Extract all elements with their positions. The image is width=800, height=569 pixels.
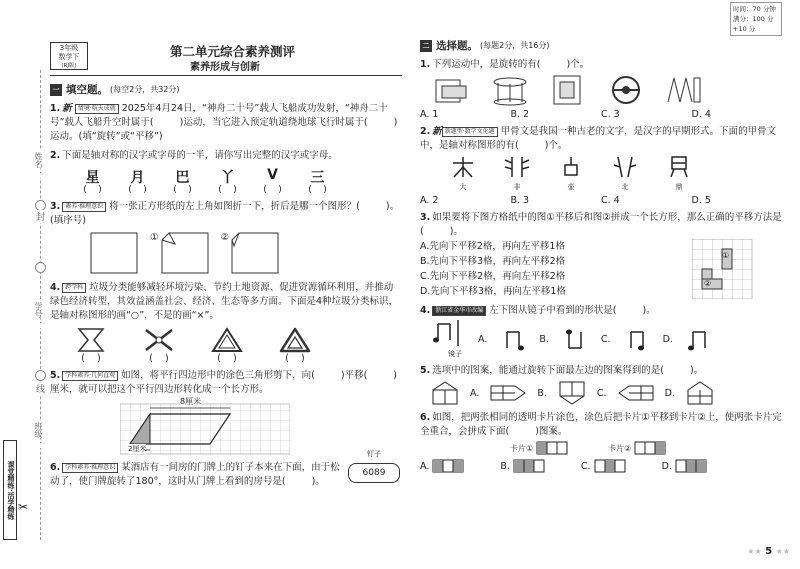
choice-6-options (420, 459, 782, 473)
oracle-char-label: 鼎 (675, 183, 683, 191)
oracle-bei-icon (610, 155, 640, 179)
glyph-item (205, 167, 250, 195)
q-text: 选项中的图案，能通过旋转下面最左边的图案得到的是( (432, 365, 664, 376)
option-a[interactable]: A. (478, 334, 488, 345)
shape-1-label: ① (722, 251, 730, 260)
pattern-option-c-icon (617, 380, 655, 406)
option-d[interactable]: D. (661, 460, 672, 472)
q-number: 3. (420, 212, 431, 223)
card-1 (510, 441, 568, 455)
q-text: )运动，当它进入预定轨道绕地球飞行时属于( (179, 117, 368, 128)
question-1 (50, 102, 402, 144)
q-tag: 学科素养·推理意识 (62, 463, 118, 473)
note-option-d-icon (687, 328, 711, 352)
drawer-icon (432, 74, 472, 106)
option-b[interactable]: B. (537, 387, 547, 399)
q-tag: 素养·推理意识 (62, 202, 106, 212)
page-subtitle: 素养形成与创新 (190, 62, 260, 73)
section-title: 选择题。 (436, 40, 478, 52)
q-number: 1. (50, 103, 61, 114)
card-1-figure (536, 441, 568, 455)
half-glyph: 丫 (220, 170, 235, 186)
answer-blank[interactable]: ( ) (218, 185, 237, 195)
question-6 (50, 450, 402, 489)
new-badge-icon: 新 (432, 126, 442, 137)
half-glyph: 三 (310, 170, 325, 186)
oracle-fei-icon (502, 155, 532, 179)
elevator-icon (548, 74, 588, 106)
options (420, 109, 782, 120)
q-text: 左下图从镜子中看到的形状是( (489, 305, 617, 316)
option-d[interactable]: D. (662, 334, 673, 345)
q-number: 1. (420, 59, 431, 70)
triangle-loop-sign-icon (278, 327, 312, 353)
option-item (420, 459, 464, 473)
oracle-char-label: 大 (459, 183, 467, 191)
subject: 数学下 (58, 53, 80, 61)
glyph-item (70, 167, 115, 195)
choice-6 (420, 411, 782, 439)
section-fill-blank (50, 82, 402, 97)
motion-pictures (420, 74, 782, 106)
q-tag: 跨学科 (62, 283, 86, 293)
nail-label: 钉子 (367, 450, 381, 458)
tile-option-a-icon (432, 459, 464, 473)
id-label: 学号： (34, 302, 43, 326)
q-text: )运动。(填“旋转”或“平移”) (50, 117, 398, 142)
oracle-ding-icon (664, 155, 694, 179)
option-d[interactable]: D. 5 (691, 195, 711, 206)
pattern-option-d-icon (685, 380, 715, 406)
q-text: 某酒店有一间房的门牌上的钉子本来在下面，由于松动了，使门牌旋转了180°，这时从门牌上看到的房号是( (50, 462, 340, 487)
page-title: 第二单元综合素养测评 (170, 44, 296, 59)
q-number: 3. (50, 201, 61, 212)
q-text: )个。 (566, 59, 590, 70)
answer-blank[interactable]: ( ) (149, 353, 169, 364)
tile-option-b-icon (513, 459, 545, 473)
time-limit: 时间：70 分钟 (733, 5, 776, 13)
option-d[interactable]: D. (664, 387, 675, 399)
note-option-c-icon (625, 328, 649, 352)
card-2 (608, 441, 666, 455)
line-char: 线 (34, 384, 44, 393)
class-label: 班级： (34, 422, 43, 446)
sign-item (70, 327, 112, 364)
q-number: 4. (50, 282, 61, 293)
q-text: )。 (689, 365, 704, 376)
fold-figures (50, 232, 402, 276)
oracle-item (556, 155, 586, 192)
q-text: 如图，把两张相同的透明卡片涂色，涂色后把卡片①平移到卡片②上，使两张卡片完全重合，会拼成下面( (420, 412, 782, 437)
full-score: 满分：100 分 +10 分 (733, 15, 774, 33)
music-note-icon (430, 320, 464, 346)
parallelogram-grid (120, 397, 290, 456)
q-text: 2025年4月24日，“神舟二十号”载人飞船成功发射，“神舟二十号”载人飞船升空时属于( (50, 103, 388, 128)
choice-4 (420, 304, 782, 318)
option-b[interactable]: B. 3 (510, 195, 530, 206)
q-text: 甲骨文是我国一种古老的文字，是汉字的早期形式。下面的甲骨文中，是轴对称图形的有( (420, 126, 777, 151)
folded-figure-2 (231, 232, 281, 276)
recycle-sign-icon (210, 327, 244, 353)
option-b[interactable]: B.先向下平移3格，再向左平移2格 (420, 256, 566, 267)
page-number-value: 5 (765, 546, 773, 557)
choice-3-options (420, 239, 692, 299)
q-text: )厘米，就可以把这个平行四边形转化成一个长方形。 (50, 370, 398, 395)
option-a[interactable]: A.先向下平移2格，再向左平移1格 (420, 241, 565, 252)
oracle-chars (420, 155, 782, 192)
q-text: )图案。 (535, 426, 568, 437)
original-note (430, 320, 464, 359)
option-c[interactable]: C. 4 (601, 195, 620, 206)
oracle-item (448, 155, 478, 192)
q-tag: 新题型·数学文化题 (442, 127, 498, 137)
q-number: 6. (420, 412, 431, 423)
folding-door-icon (664, 74, 704, 106)
card-2-figure (634, 441, 666, 455)
mirror-figures (420, 320, 782, 359)
half-glyph: 巴 (175, 170, 190, 186)
answer-blank[interactable]: ( ) (285, 353, 305, 364)
section-note: (每空2分，共32分) (110, 85, 180, 94)
answer-blank[interactable]: ( ) (308, 185, 327, 195)
glyph-item (250, 167, 295, 195)
answer-blank[interactable]: ( ) (173, 185, 192, 195)
binding-strip (0, 0, 50, 569)
pattern-option-b-icon (557, 380, 587, 406)
tile-option-c-icon (594, 459, 626, 473)
glyph-item (115, 167, 160, 195)
half-glyph: V (267, 167, 278, 183)
glyph-item (160, 167, 205, 195)
decor-stars: ★★ (775, 547, 790, 556)
q-number: 2. (50, 150, 61, 161)
q-number: 4. (420, 305, 431, 316)
left-column (50, 40, 402, 489)
time-score-box (730, 2, 782, 36)
brand-stamp: 课堂精练·活学精练 (3, 440, 17, 540)
oracle-char-label: 非 (513, 183, 521, 191)
right-column (420, 5, 782, 473)
sign-item (138, 327, 180, 364)
answer-blank[interactable]: ( ) (263, 185, 282, 195)
door-plate (348, 447, 400, 483)
cards-row (420, 441, 782, 455)
option-item (581, 459, 626, 473)
oracle-item (610, 155, 640, 192)
choice-3 (420, 211, 782, 239)
option-a[interactable]: A. (470, 387, 480, 399)
oracle-char-label: 壶 (567, 183, 575, 191)
seal-circle (35, 262, 46, 273)
shape-2-label: ② (704, 279, 712, 288)
option-a[interactable]: A. (420, 460, 430, 472)
header (50, 40, 402, 76)
tile-option-d-icon (675, 459, 707, 473)
card-2-label: 卡片② (608, 443, 632, 453)
option-c[interactable]: C. 3 (601, 109, 620, 120)
q-tag: 学科素养·几何直观 (62, 371, 118, 381)
oracle-da-icon (448, 155, 478, 179)
answer-blank[interactable]: ( ) (217, 353, 237, 364)
option-item (500, 459, 545, 473)
oracle-hu-icon (556, 155, 586, 179)
mirror-label: 镜子 (448, 350, 462, 358)
q-number: 5. (50, 370, 61, 381)
option-c[interactable]: C. (600, 334, 611, 345)
q-text: 下面是轴对称的汉字或字母的一半，请你写出完整的汉字或字母。 (62, 150, 338, 161)
pattern-option-a-icon (489, 380, 527, 406)
section-note: (每题2分，共16分) (480, 41, 550, 50)
hourglass-sign-icon (74, 327, 108, 353)
options (420, 195, 782, 206)
section-number: 二 (420, 40, 432, 52)
q-text: 垃圾分类能够减轻环境污染、节约土地资源、促进资源循环利用，并推动绿色经济转型，其效益涵盖社会、经济、生态等多方面。下面是4种垃圾分类标识，是轴对称图形的画“○”，不是的画“×”。 (50, 282, 399, 321)
q-text: )。(填序号) (50, 201, 400, 226)
new-badge-icon: 新 (62, 103, 72, 114)
option-a[interactable]: A. 1 (420, 109, 439, 120)
option-c[interactable]: C. (580, 460, 591, 472)
oracle-item (664, 155, 694, 192)
q-text: )。 (311, 476, 325, 487)
q-text: )平移( (340, 370, 368, 381)
q-text: 将一张正方形纸的左上角如图折一下，折后是哪一个图形？( (109, 201, 360, 212)
option-d[interactable]: D. 4 (691, 109, 711, 120)
answer-blank[interactable]: ( ) (128, 185, 147, 195)
q-text: )。 (449, 226, 463, 237)
choice-5 (420, 364, 782, 378)
q-text: 如图，将平行四边形中的涂色三角形剪下，向( (121, 370, 315, 381)
fold-label-1: ① (150, 232, 159, 243)
sign-item (274, 327, 316, 364)
q-number: 6. (50, 462, 61, 473)
grid-figure (692, 239, 762, 299)
option-item (662, 459, 707, 473)
square-paper-figure (90, 232, 140, 276)
option-b[interactable]: B. (500, 460, 510, 472)
page-number (747, 546, 790, 557)
fold-label-2: ② (220, 232, 230, 243)
q-text: )。 (642, 305, 656, 316)
answer-blank[interactable]: ( ) (83, 185, 102, 195)
section-title: 填空题。 (66, 84, 108, 96)
answer-blank[interactable]: ( ) (81, 353, 101, 364)
choice-3-body (420, 239, 782, 299)
name-label: 姓名： (34, 152, 43, 176)
option-c[interactable]: C. (596, 387, 607, 399)
glyph-item (295, 167, 340, 195)
card-1-label: 卡片① (510, 443, 534, 453)
question-3 (50, 200, 402, 228)
q-text: 下列运动中，是旋转的有( (432, 59, 541, 70)
rotation-figures (420, 380, 782, 406)
section-choice (420, 38, 782, 53)
merry-go-round-icon (490, 74, 530, 106)
seal-circle (35, 370, 46, 381)
option-a[interactable]: A. 2 (420, 195, 439, 206)
steering-wheel-icon (606, 74, 646, 106)
grid-paper (692, 239, 762, 299)
note-option-a-icon (501, 328, 525, 352)
option-b[interactable]: B. 2 (510, 109, 530, 120)
note-option-b-icon (563, 328, 587, 352)
question-2 (50, 149, 402, 163)
choice-2 (420, 125, 782, 153)
folded-figure-1 (161, 232, 211, 276)
sign-item (206, 327, 248, 364)
q-text: 如果要将下图方格纸中的图①平移后和图②拼成一个长方形，那么正确的平移方法是( (420, 212, 782, 237)
q-tag: 浙江省金华市改编 (432, 306, 486, 316)
option-d[interactable]: D.先向下平移3格，再向左平移1格 (420, 286, 566, 297)
house-pattern-icon (430, 380, 460, 406)
scissors-icon: ✂ (18, 500, 29, 514)
q-number: 5. (420, 365, 431, 376)
room-number: 6089 (348, 463, 400, 483)
dimension-label-bottom: 2厘米 (128, 445, 147, 453)
oracle-item (502, 155, 532, 192)
dimension-label-top: 8厘米 (180, 397, 202, 406)
question-5 (50, 369, 402, 397)
grade: 3年级 (59, 44, 79, 52)
recycle-signs (50, 327, 402, 364)
option-b[interactable]: B. (539, 334, 549, 345)
edition: (RJ版) (61, 63, 77, 69)
half-glyph: 月 (130, 170, 145, 186)
seal-char: 封 (34, 212, 44, 221)
q-number: 2. (420, 126, 431, 137)
grade-box (50, 42, 88, 70)
half-glyph-row (50, 167, 402, 195)
q-text: )个。 (544, 140, 568, 151)
question-4 (50, 281, 402, 323)
section-number: 一 (50, 84, 62, 96)
half-glyph: 星 (85, 170, 100, 186)
cross-arrows-sign-icon (142, 327, 176, 353)
q-tag: 情境·航天成就 (75, 104, 119, 114)
oracle-char-label: 北 (621, 183, 629, 191)
choice-1 (420, 58, 782, 72)
option-c[interactable]: C.先向下平移2格，再向左平移2格 (420, 271, 566, 282)
decor-stars: ★★ (747, 547, 762, 556)
